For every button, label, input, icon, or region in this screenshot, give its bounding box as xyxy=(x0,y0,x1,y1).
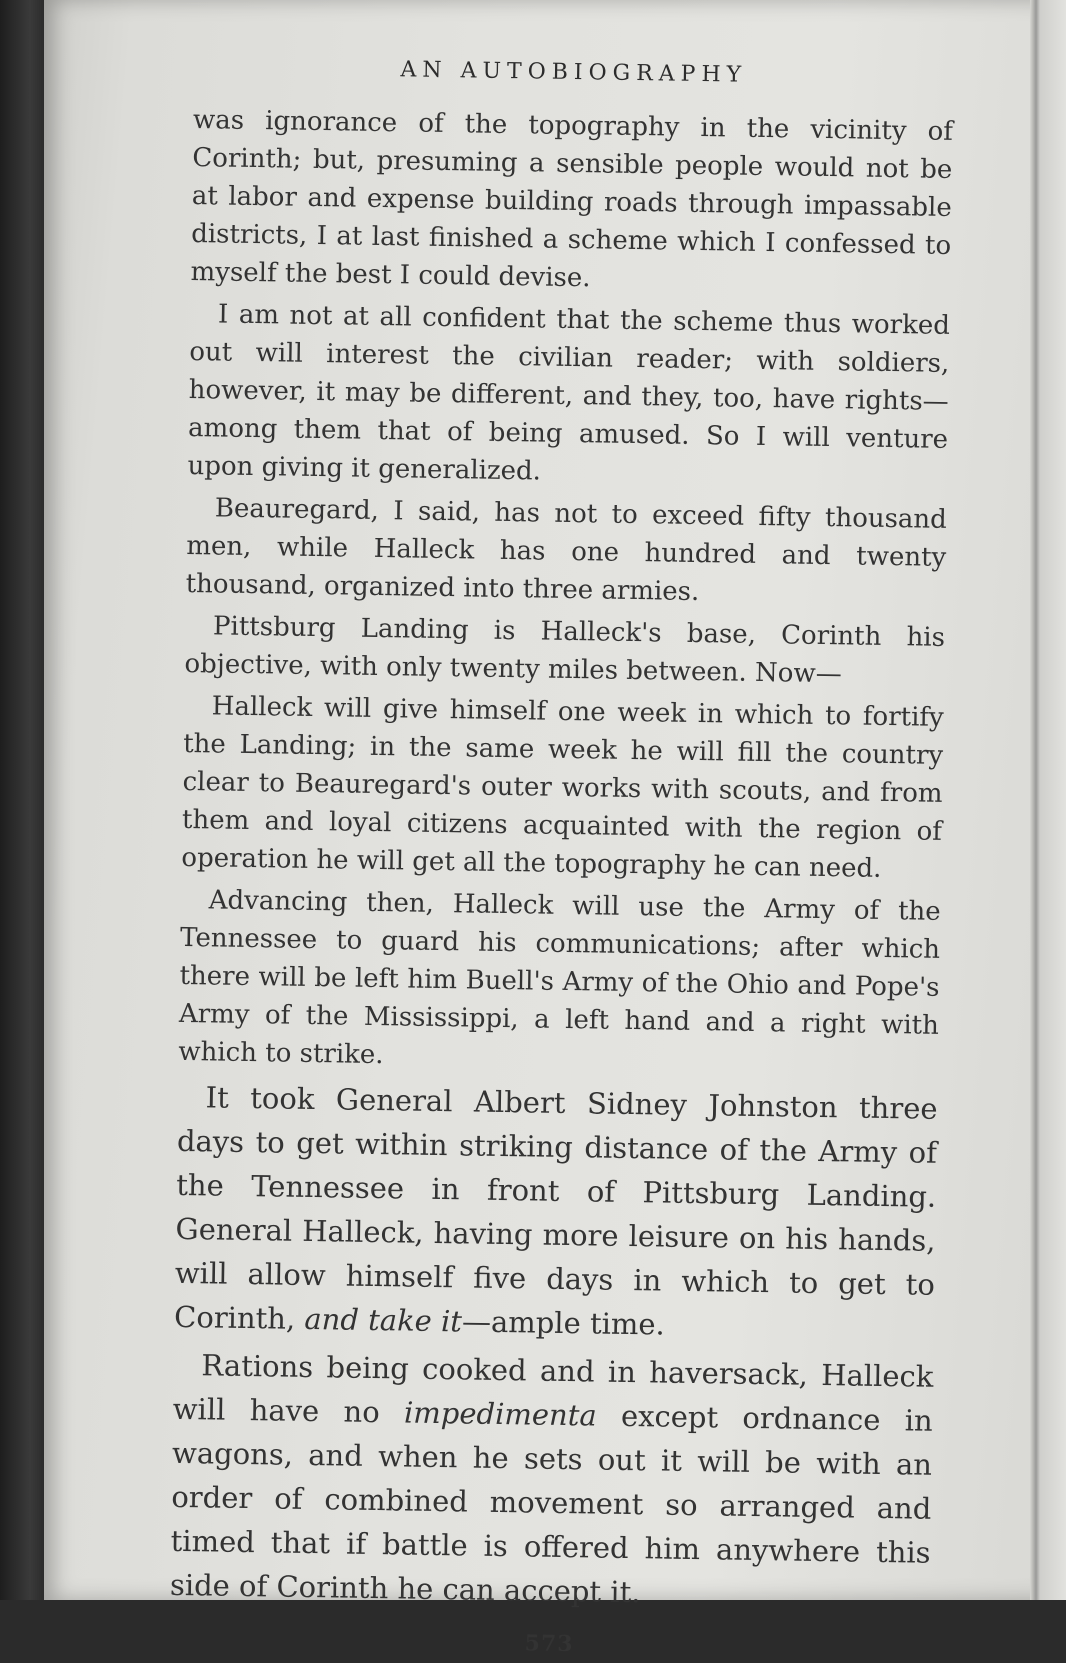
paragraph-rations-emphasis: impedimenta xyxy=(403,1395,597,1433)
paragraph-rations-tail: except ordnance in wagons, and when he sets out it will be with an order of combined movement so arranged and timed that if battle is offered him anywhere this side of Corinth he can accept it. xyxy=(169,1398,933,1610)
paragraph-johnston-tail: —ample time. xyxy=(461,1304,666,1342)
page-content xyxy=(169,54,954,1663)
paragraph-beauregard: Beauregard, I said, has not to exceed fifty thousand men, while Halleck has one hundred and twenty thousand, organized into three armies. xyxy=(185,493,948,608)
paragraph-advancing: Advancing then, Halleck will use the Army of the Tennessee to guard his communications; after which there will be left him Buell's Army of the Ohio and Pope's Army of the Mississippi, a left hand and a right with which to strike. xyxy=(178,885,941,1071)
paragraph-johnston-emphasis: and take it xyxy=(304,1301,463,1339)
paragraph-scheme: I am not at all confident that the scheme thus worked out will interest the civilian reader; with soldiers, however, it may be different, and they, too, have rights—among them that of being amused. So I will venture upon giving it generalized. xyxy=(187,299,951,487)
paragraph-rations xyxy=(170,1343,934,1619)
paragraph-johnston xyxy=(174,1075,938,1351)
running-head: AN AUTOBIOGRAPHY xyxy=(400,57,748,88)
paragraph-johnston-text: It took General Albert Sidney Johnston three days to get within striking distance of the Army of the Tennessee in front of Pittsburg Landing. General Halleck, having more leisure on his hands, will allow himself five days in which to get to Corinth, xyxy=(173,1080,938,1336)
paragraph-topography: was ignorance of the topography in the vicinity of Corinth; but, presuming a sensible people would not be at labor and expense building roads through impassable districts, I at last finished a scheme which I confessed to myself the best I could devise. xyxy=(190,105,954,294)
page-edge xyxy=(1030,0,1066,1600)
page-number: 573 xyxy=(524,1630,574,1658)
paragraph-fortify: Halleck will give himself one week in which to fortify the Landing; in the same week he will fill the country clear to Beauregard's outer works with scouts, and from them and loyal citizens acquainted with the region of operation he will get all the topography he can need. xyxy=(181,691,944,884)
paragraph-rations-text: Rations being cooked and in haversack, Halleck will have no xyxy=(172,1348,934,1430)
book-page xyxy=(44,0,1044,1658)
paragraph-pittsburg: Pittsburg Landing is Halleck's base, Corinth his objective, with only twenty miles between. Now— xyxy=(184,611,946,690)
